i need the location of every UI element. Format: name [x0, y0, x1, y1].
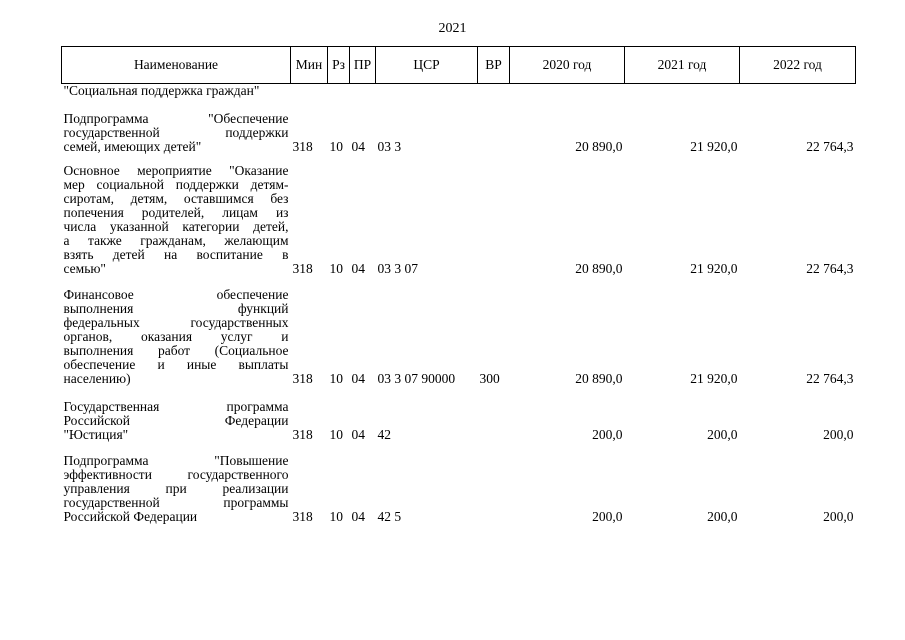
- row-rz: 10: [329, 509, 343, 524]
- table-row: [62, 112, 856, 154]
- row-amount-2021: 200,0: [707, 427, 738, 442]
- row-csr: 42: [377, 427, 391, 442]
- row-amount-2021: [625, 84, 740, 99]
- row-spacer-cell: [62, 98, 856, 112]
- row-name-line: Подпрограмма "Повышение: [63, 453, 289, 468]
- row-name-line: федеральных государственных: [63, 315, 289, 330]
- row-vr: 300: [479, 371, 500, 386]
- row-name-line: "Социальная поддержка граждан": [63, 83, 260, 98]
- header-name: Наименование: [62, 47, 291, 84]
- row-amount-2021: 21 920,0: [690, 139, 738, 154]
- row-min: 318: [292, 139, 313, 154]
- row-csr: 03 3 07 90000: [377, 371, 456, 386]
- row-amount-2022: [740, 84, 856, 99]
- header-pr: ПР: [350, 47, 376, 84]
- row-vr: [478, 400, 510, 442]
- row-amount-2022: 22 764,3: [806, 139, 854, 154]
- row-min: 318: [292, 261, 313, 276]
- row-name-line: Основное мероприятие "Оказание: [63, 163, 289, 178]
- row-csr: [376, 84, 478, 99]
- row-rz: 10: [329, 139, 343, 154]
- row-name-line: эффективности государственного: [63, 467, 289, 482]
- row-min: 318: [292, 371, 313, 386]
- row-rz: 10: [329, 371, 343, 386]
- row-vr: [478, 454, 510, 524]
- row-name-line: "Юстиция": [63, 427, 129, 442]
- header-year-2022: 2022 год: [740, 47, 856, 84]
- row-amount-2022: 200,0: [823, 509, 854, 524]
- header-vr: ВР: [478, 47, 510, 84]
- row-amount-2021: 21 920,0: [690, 261, 738, 276]
- header-csr: ЦСР: [376, 47, 478, 84]
- row-csr: 03 3 07: [377, 261, 418, 276]
- row-name-line: Государственная программа: [63, 399, 289, 414]
- row-amount-2020: 20 890,0: [575, 139, 623, 154]
- row-name-line: Российской Федерации: [63, 413, 289, 428]
- row-name-line: управления при реализации: [63, 481, 289, 496]
- row-csr: 03 3: [377, 139, 402, 154]
- table-body: [62, 84, 856, 525]
- table-row: [62, 288, 856, 386]
- header-rz: Рз: [328, 47, 350, 84]
- row-name-line: Финансовое обеспечение: [63, 287, 289, 302]
- table-row: [62, 454, 856, 524]
- budget-table: [61, 46, 856, 524]
- row-name: [62, 164, 291, 276]
- row-name: [62, 454, 291, 524]
- row-spacer-cell: [62, 386, 856, 400]
- row-min: [291, 84, 328, 99]
- header-year-2021: 2021 год: [625, 47, 740, 84]
- row-spacer: [62, 386, 856, 400]
- row-name: [62, 112, 291, 154]
- row-vr: [478, 84, 510, 99]
- header-year-2020: 2020 год: [510, 47, 625, 84]
- row-amount-2020: 20 890,0: [575, 261, 623, 276]
- row-amount-2020: 200,0: [592, 427, 623, 442]
- row-amount-2020: 200,0: [592, 509, 623, 524]
- row-name-line: выполнения функций: [63, 301, 289, 316]
- row-name-line: обеспечение и иные выплаты: [63, 357, 289, 372]
- row-name-line: Подпрограмма "Обеспечение: [63, 111, 289, 126]
- page-number: 2021: [438, 21, 467, 36]
- row-min: 318: [292, 509, 313, 524]
- row-pr: 04: [351, 371, 365, 386]
- row-rz: 10: [329, 427, 343, 442]
- row-name-line: населению): [63, 371, 131, 386]
- row-amount-2020: 20 890,0: [575, 371, 623, 386]
- row-name-line: семей, имеющих детей": [63, 139, 202, 154]
- row-name: [62, 84, 291, 99]
- row-name-line: взять детей на воспитание в: [63, 247, 289, 262]
- row-amount-2021: 21 920,0: [690, 371, 738, 386]
- row-amount-2022: 22 764,3: [806, 261, 854, 276]
- row-name-line: органов, оказания услуг и: [63, 329, 289, 344]
- row-vr: [478, 164, 510, 276]
- row-name-line: попечения родителей, лицам из: [63, 205, 289, 220]
- row-pr: 04: [351, 509, 365, 524]
- row-vr: [478, 112, 510, 154]
- row-name-line: государственной программы: [63, 495, 289, 510]
- row-pr: 04: [351, 427, 365, 442]
- row-name-line: мер социальной поддержки детям-: [63, 177, 289, 192]
- row-name-line: государственной поддержки: [63, 125, 289, 140]
- row-pr: 04: [351, 139, 365, 154]
- row-name-line: числа указанной категории детей,: [63, 219, 289, 234]
- row-name-line: а также гражданам, желающим: [63, 233, 289, 248]
- row-csr: 42 5: [377, 509, 402, 524]
- row-amount-2022: 22 764,3: [806, 371, 854, 386]
- row-amount-2021: 200,0: [707, 509, 738, 524]
- row-spacer: [62, 98, 856, 112]
- row-name: [62, 288, 291, 386]
- table-row: [62, 400, 856, 442]
- row-pr: 04: [351, 261, 365, 276]
- table-row: [62, 84, 856, 99]
- row-min: 318: [292, 427, 313, 442]
- row-name: [62, 400, 291, 442]
- table-header-row: [62, 47, 856, 84]
- row-rz: 10: [329, 261, 343, 276]
- table-row: [62, 164, 856, 276]
- row-rz: [328, 84, 350, 99]
- row-amount-2020: [510, 84, 625, 99]
- row-amount-2022: 200,0: [823, 427, 854, 442]
- row-name-line: семью": [63, 261, 106, 276]
- row-name-line: Российской Федерации: [63, 509, 198, 524]
- row-name-line: сиротам, детям, оставшимся без: [63, 191, 289, 206]
- row-pr: [350, 84, 376, 99]
- header-min: Мин: [291, 47, 328, 84]
- row-name-line: выполнения работ (Социальное: [63, 343, 289, 358]
